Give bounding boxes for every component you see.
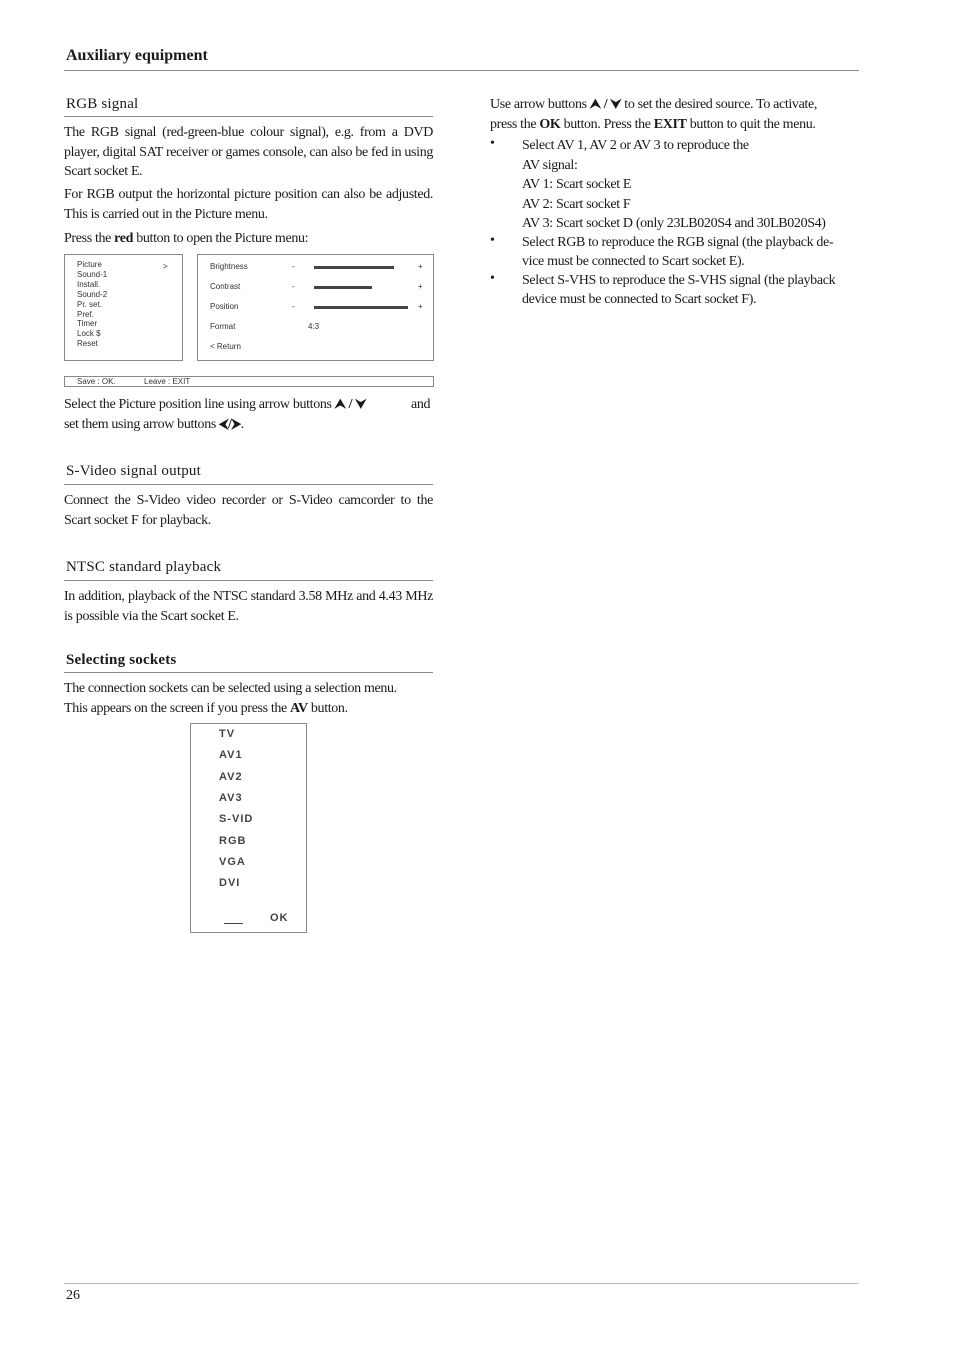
slider-minus: -	[292, 282, 295, 291]
bullet-3-marker: •	[490, 271, 495, 286]
slider-plus: +	[418, 282, 423, 291]
rgb-paragraph-4-line-2: set them using arrow buttons ⮜/⮞.	[64, 417, 244, 432]
arrow-up-icon: ⮝	[334, 397, 346, 412]
main-menu-item: Lock $	[77, 329, 101, 339]
av-menu-ok-label: OK	[270, 912, 289, 924]
main-menu-item: Picture	[77, 260, 102, 269]
slider-plus: +	[418, 302, 423, 311]
picture-setting-label: Position	[210, 302, 239, 311]
ntsc-paragraph: In addition, playback of the NTSC standard 3.58 MHz and 4.43 MHz is possible via the Scart socket E.	[64, 589, 433, 624]
rgb-section-title: RGB signal	[66, 96, 139, 112]
bullet-2-marker: •	[490, 233, 495, 248]
bullet-1-line: AV 1: Scart socket E	[522, 177, 632, 192]
page-header-title: Auxiliary equipment	[66, 47, 208, 64]
bullet-1-line: Select AV 1, AV 2 or AV 3 to reproduce the	[522, 138, 749, 153]
slider-level-bar	[314, 306, 408, 309]
return-label: < Return	[210, 342, 241, 351]
av-menu-item: RGB	[219, 834, 247, 847]
right-intro-line-1: Use arrow buttons ⮝ / ⮟ to set the desired source. To activate,	[490, 97, 817, 112]
av-menu-item: TV	[219, 728, 236, 740]
svideo-section-divider	[64, 484, 433, 485]
slider-minus: -	[292, 302, 295, 311]
bullet-3-line-2: device must be connected to Scart socket F).	[522, 292, 757, 307]
picture-submenu-panel	[197, 254, 434, 361]
bullet-2-line-2: vice must be connected to Scart socket E).	[522, 254, 745, 269]
ntsc-section-divider	[64, 580, 433, 581]
sockets-paragraph-2: This appears on the screen if you press the AV button.	[64, 701, 348, 716]
svideo-section-title: S-Video signal output	[66, 463, 201, 479]
ntsc-section-title: NTSC standard playback	[66, 559, 222, 575]
right-intro-line-2: press the OK button. Press the EXIT button to quit the menu.	[490, 117, 816, 132]
footer-divider	[64, 1283, 859, 1284]
format-label: Format	[210, 322, 236, 331]
arrow-left-icon: ⮜	[219, 417, 229, 432]
selected-item-arrow: >	[163, 262, 168, 271]
main-menu-item: Pref.	[77, 309, 94, 319]
bullet-1-line: AV signal:	[522, 157, 578, 173]
bullet-1-marker: •	[490, 136, 495, 151]
av-menu-item: AV2	[219, 770, 243, 783]
main-menu-panel	[64, 254, 183, 361]
bullet-3-line-1: Select S-VHS to reproduce the S-VHS signal (the playback	[522, 273, 836, 288]
bullet-1-line: AV 2: Scart socket F	[522, 196, 631, 212]
av-menu-item: DVI	[219, 877, 241, 890]
main-menu-item: Sound-2	[77, 289, 108, 299]
bullet-1-text	[522, 136, 862, 234]
rgb-paragraph-3: Press the red button to open the Picture menu:	[64, 231, 309, 246]
arrow-down-icon: ⮟	[610, 97, 622, 112]
leave-hint: Leave : EXIT	[144, 377, 191, 386]
page-number: 26	[66, 1288, 80, 1303]
rgb-paragraph-4-and: and	[411, 397, 431, 412]
rgb-paragraph-4-line-1: Select the Picture position line using arrow buttons ⮝ / ⮟	[64, 397, 367, 412]
slider-level-bar	[314, 266, 394, 269]
svideo-paragraph: Connect the S-Video video recorder or S-Video camcorder to the Scart socket F for playback.	[64, 493, 433, 528]
main-menu-item: Reset	[77, 339, 98, 349]
slider-level-bar	[314, 286, 372, 289]
main-menu-item: Install.	[77, 279, 101, 289]
arrow-down-icon: ⮟	[355, 397, 367, 412]
slider-plus: +	[418, 262, 423, 271]
av-menu-item: AV3	[219, 791, 243, 804]
av-menu-item: AV1	[219, 749, 243, 762]
av-menu-item: VGA	[219, 855, 246, 868]
main-menu-item: Timer	[77, 319, 98, 329]
av-menu-item: S-VID	[219, 813, 254, 826]
sockets-section-divider	[64, 672, 433, 673]
av-selection-menu	[190, 723, 307, 933]
main-menu-item: Sound-1	[77, 269, 108, 279]
rgb-section-divider	[64, 116, 433, 117]
save-hint: Save : OK.	[77, 377, 116, 386]
menu-hint-bar	[64, 376, 434, 387]
sockets-paragraph-1: The connection sockets can be selected using a selection menu.	[64, 681, 397, 696]
rgb-paragraph-1: The RGB signal (red-green-blue colour signal), e.g. from a DVD player, digital SAT receiver or games console, can also be fed in using Scart socket E.	[64, 125, 433, 179]
picture-setting-label: Contrast	[210, 282, 241, 291]
slider-minus: -	[292, 262, 295, 271]
selection-underline	[224, 923, 243, 924]
bullet-2-line-1: Select RGB to reproduce the RGB signal (the playback de-	[522, 235, 834, 250]
main-menu-item: Pr. set.	[77, 299, 102, 309]
arrow-up-icon: ⮝	[589, 97, 601, 112]
sockets-section-title: Selecting sockets	[66, 652, 177, 668]
header-divider	[64, 70, 859, 71]
rgb-paragraph-2: For RGB output the horizontal picture position can also be adjusted. This is carried out in the Picture menu.	[64, 187, 433, 222]
format-value: 4:3	[308, 322, 320, 331]
picture-setting-label: Brightness	[210, 262, 248, 271]
bullet-1-line: AV 3: Scart socket D (only 23LB020S4 and 30LB020S4)	[522, 216, 826, 231]
arrow-right-icon: ⮞	[231, 417, 241, 432]
